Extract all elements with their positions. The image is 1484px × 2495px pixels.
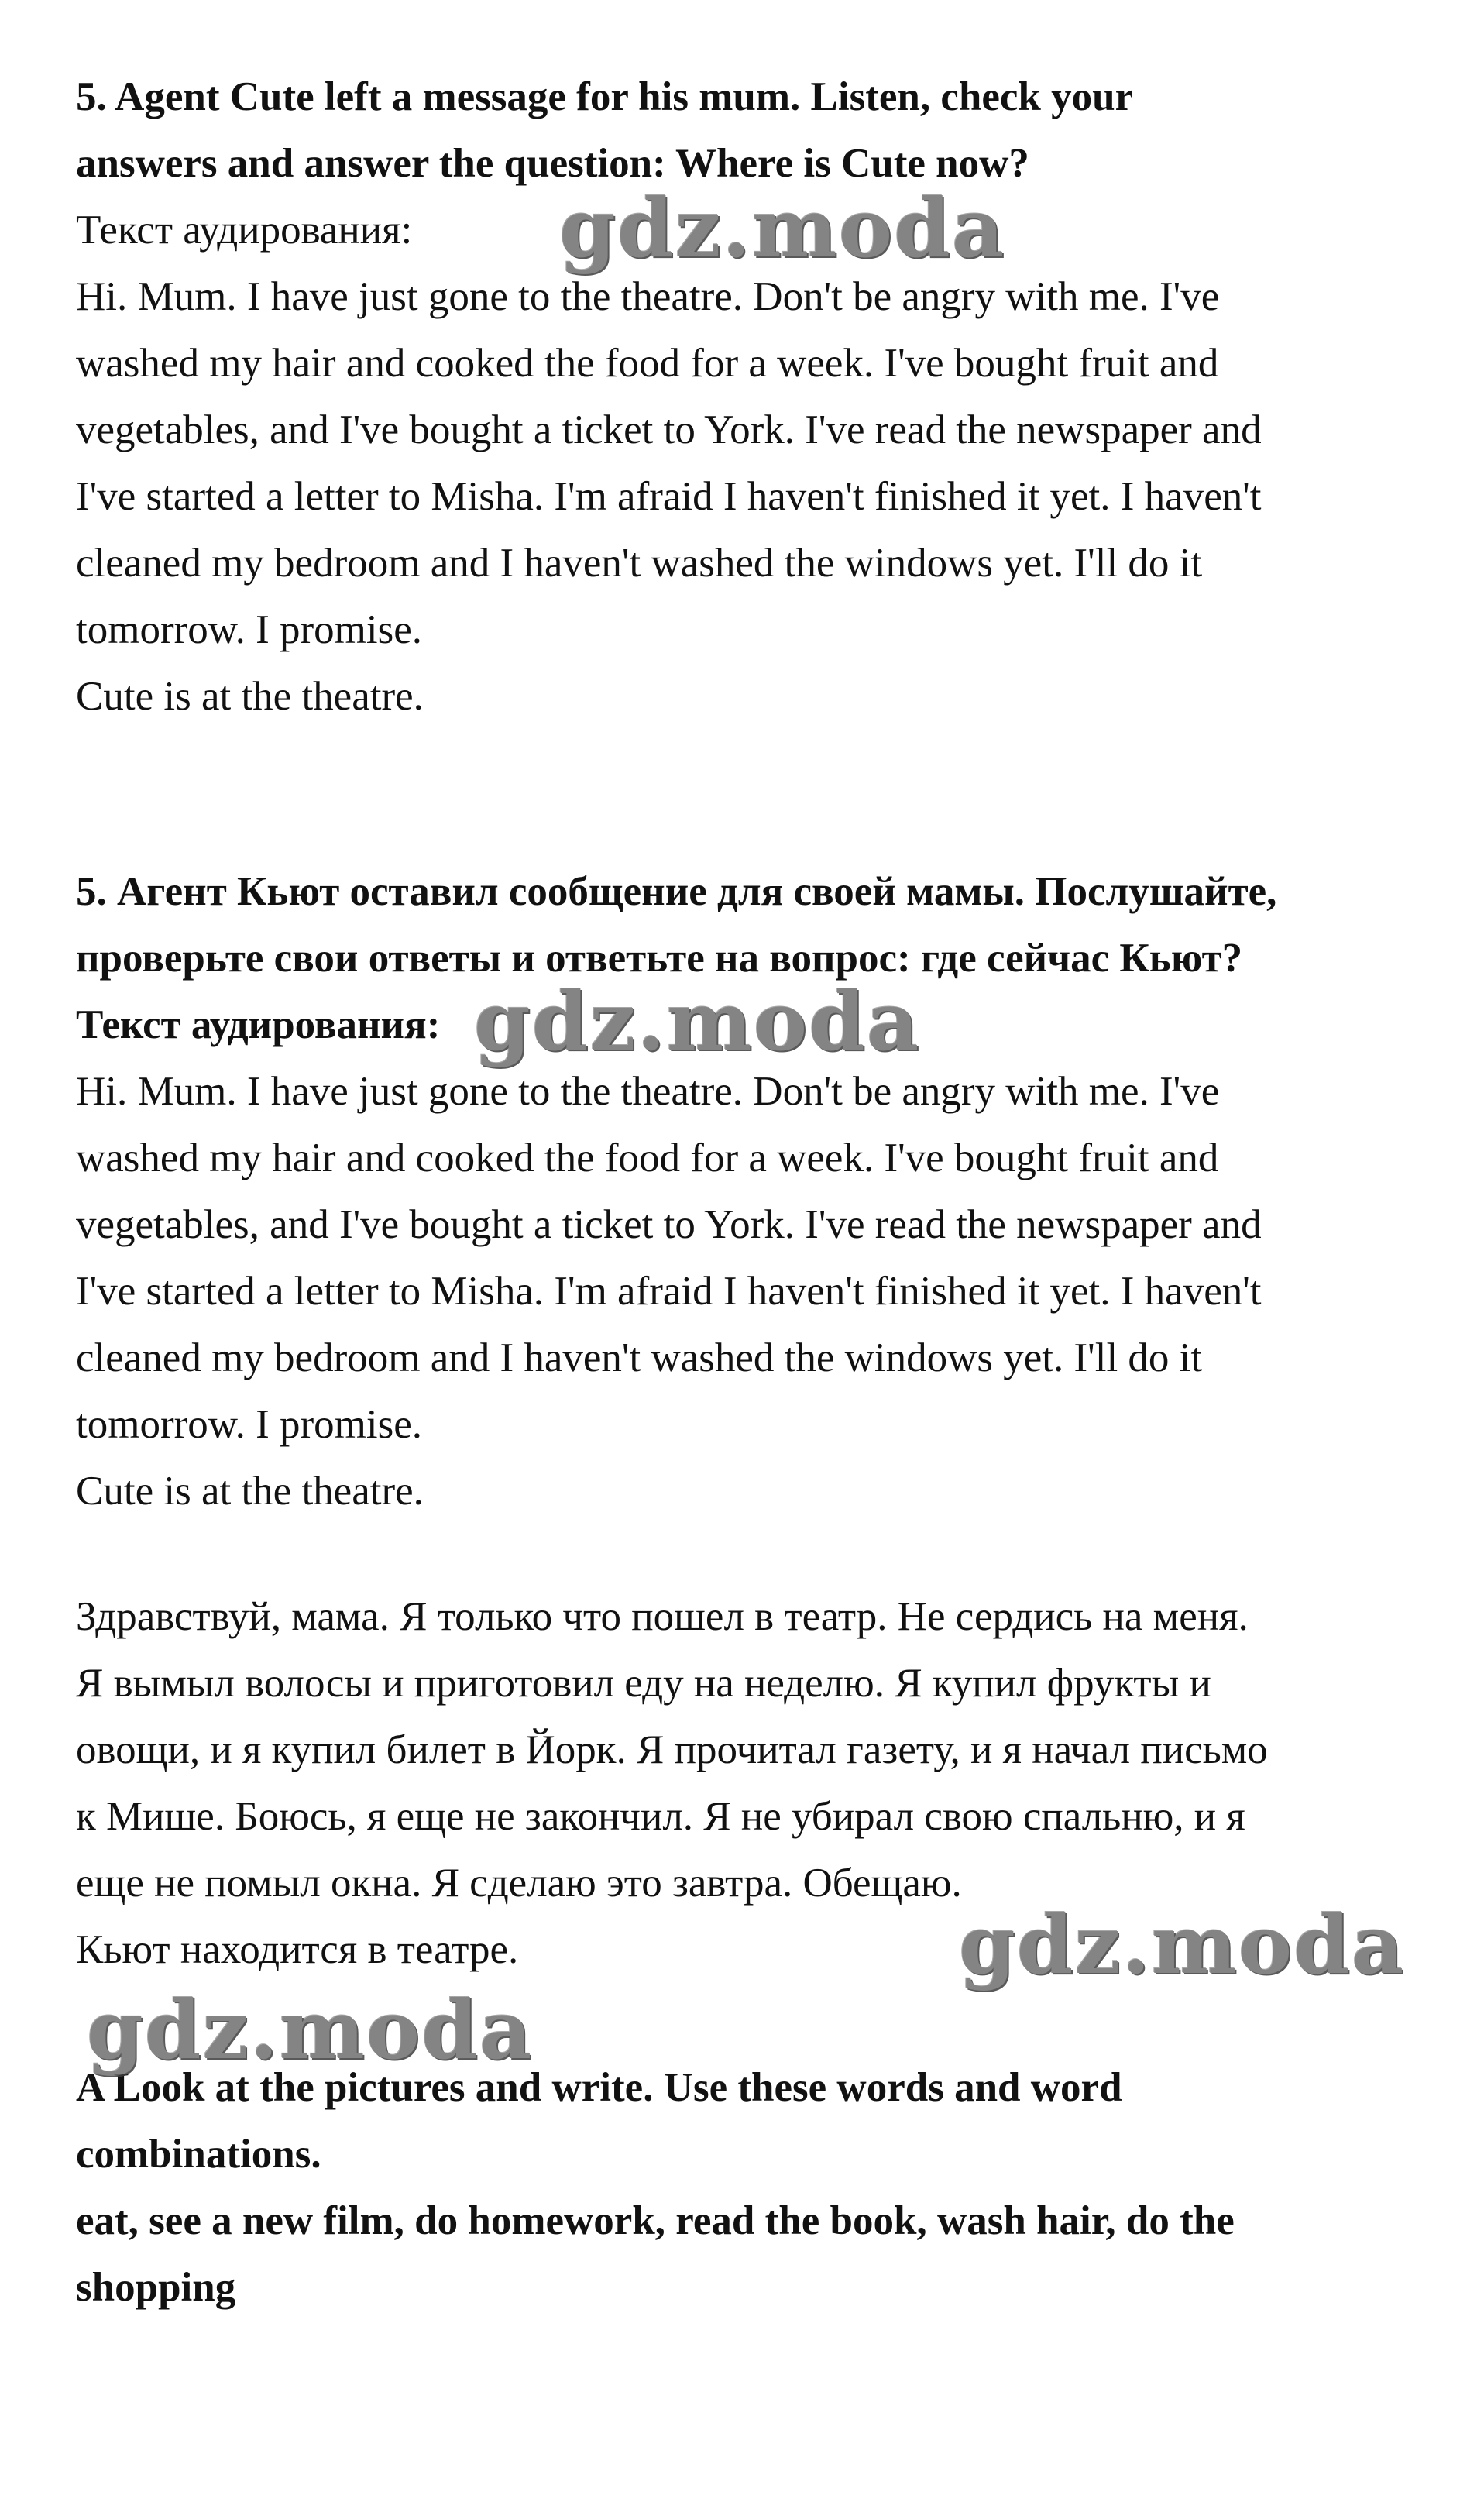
listening-text-line: I've started a letter to Misha. I'm afraid I haven't finished it yet. I haven't	[76, 1269, 1262, 1314]
translation-line: еще не помыл окна. Я сделаю это завтра. Обещаю.	[76, 1861, 962, 1906]
listening-text-line: vegetables, and I've bought a ticket to York. I've read the newspaper and	[76, 1202, 1262, 1247]
listening-text-line: washed my hair and cooked the food for a week. I've bought fruit and	[76, 341, 1219, 386]
task-a-heading-line2: combinations.	[76, 2132, 321, 2177]
answer-line: Cute is at the theatre.	[76, 674, 424, 719]
task-heading-en-line2: answers and answer the question: Where is Cute now?	[76, 141, 1029, 186]
task-a-heading-line1: A Look at the pictures and write. Use these words and word	[76, 2065, 1122, 2110]
listening-text-line: vegetables, and I've bought a ticket to York. I've read the newspaper and	[76, 407, 1262, 452]
listening-text-line: Hi. Mum. I have just gone to the theatre. Don't be angry with me. I've	[76, 1069, 1220, 1114]
listening-text-line: washed my hair and cooked the food for a week. I've bought fruit and	[76, 1136, 1219, 1180]
watermark-logo: gdz.moda	[559, 180, 1006, 276]
task-heading-en-line1: 5. Agent Cute left a message for his mum. Listen, check your	[76, 74, 1134, 119]
listening-text-line: cleaned my bedroom and I haven't washed the windows yet. I'll do it	[76, 1335, 1203, 1380]
watermark-logo: gdz.moda	[474, 974, 921, 1069]
translation-line: к Мише. Боюсь, я еще не закончил. Я не убирал свою спальню, и я	[76, 1794, 1245, 1839]
task-heading-ru-line1: 5. Агент Кьют оставил сообщение для своей мамы. Послушайте,	[76, 869, 1277, 914]
task-a-words-line1: eat, see a new film, do homework, read the book, wash hair, do the	[76, 2198, 1235, 2243]
listening-text-line: I've started a letter to Misha. I'm afraid I haven't finished it yet. I haven't	[76, 474, 1262, 519]
listening-text-line: tomorrow. I promise.	[76, 607, 422, 652]
task-heading-ru-line2: проверьте свои ответы и ответьте на вопрос: где сейчас Кьют?	[76, 936, 1243, 981]
translation-answer-line: Кьют находится в театре.	[76, 1927, 519, 1972]
listening-text-line: tomorrow. I promise.	[76, 1402, 422, 1447]
listening-text-label: Текст аудирования:	[76, 1002, 441, 1047]
listening-text-line: Hi. Mum. I have just gone to the theatre. Don't be angry with me. I've	[76, 274, 1220, 319]
task-a-words-line2: shopping	[76, 2265, 236, 2310]
watermark-logo: gdz.moda	[87, 1982, 534, 2077]
translation-line: Здравствуй, мама. Я только что пошел в театр. Не сердись на меня.	[76, 1594, 1249, 1639]
listening-text-label: Текст аудирования:	[76, 208, 413, 253]
answer-line: Cute is at the theatre.	[76, 1469, 424, 1514]
translation-line: овощи, и я купил билет в Йорк. Я прочитал газету, и я начал письмо	[76, 1727, 1268, 1772]
listening-text-line: cleaned my bedroom and I haven't washed the windows yet. I'll do it	[76, 541, 1203, 586]
translation-line: Я вымыл волосы и приготовил еду на неделю. Я купил фрукты и	[76, 1661, 1211, 1706]
watermark-logo: gdz.moda	[959, 1897, 1406, 1992]
